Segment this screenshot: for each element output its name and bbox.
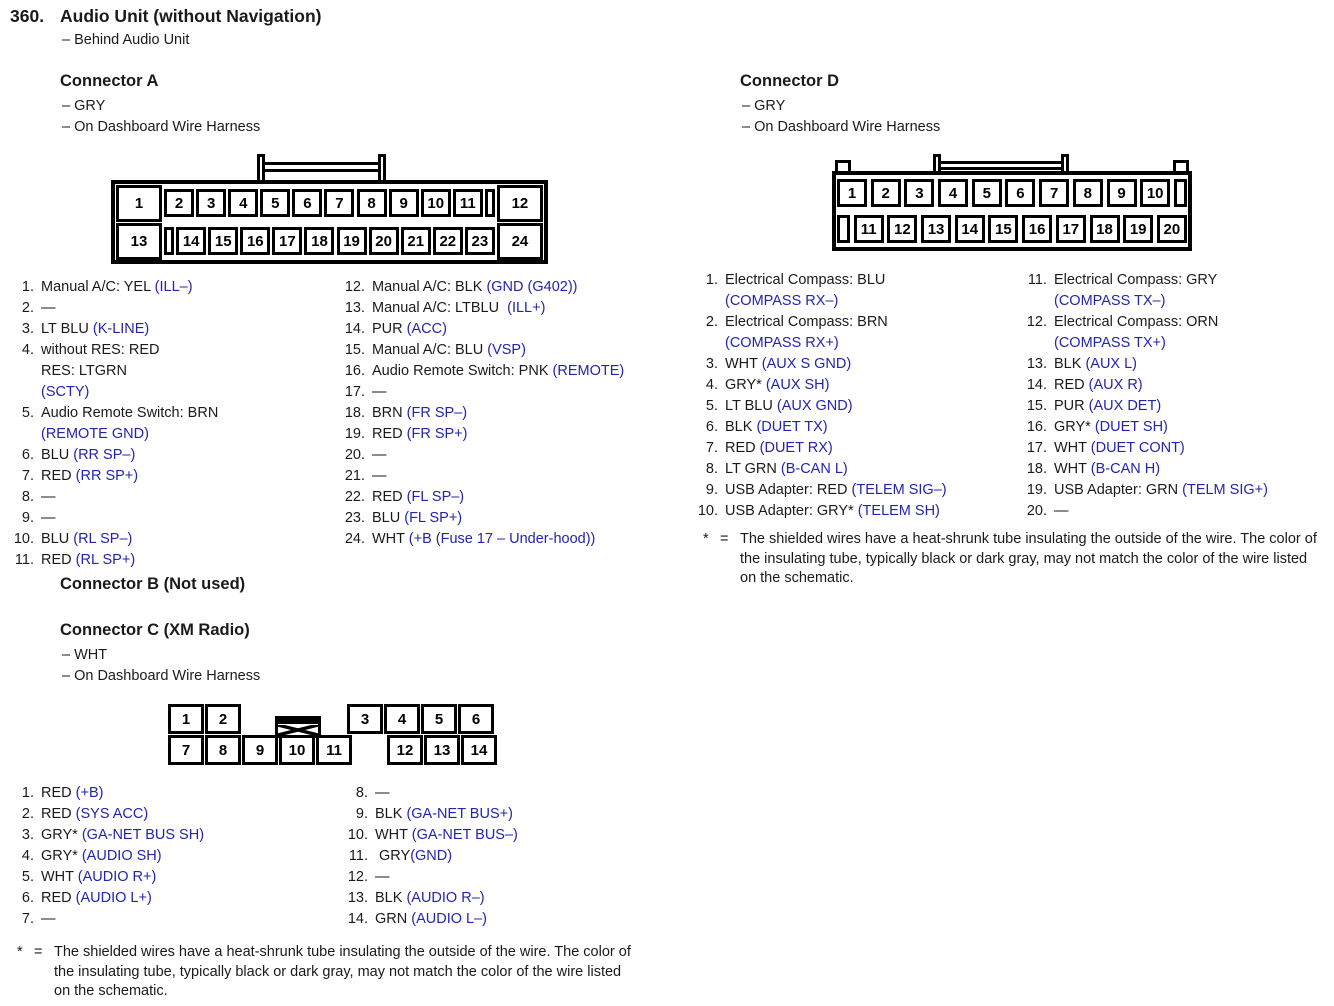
- pin-entry-line: 1. Manual A/C: YEL (ILL–): [21, 279, 193, 295]
- page-title: Audio Unit (without Navigation): [60, 6, 322, 26]
- pin-entry-line: 8. —: [21, 489, 56, 505]
- diagram-pin-cell: 15: [988, 215, 1018, 243]
- footnote-asterisk: *: [703, 531, 709, 547]
- connector-c-pins-1-7: [8, 783, 333, 930]
- diagram-pin-cell: 11: [453, 189, 483, 217]
- pin-entry-line: 12. Manual A/C: BLK (GND (G402)): [344, 279, 578, 295]
- diagram-pin-cell: 14: [461, 735, 497, 765]
- connector-a-color-note: – GRY: [62, 98, 106, 114]
- diagram-pin-cell: 11: [316, 735, 352, 765]
- pin-entry-line: 17. WHT (DUET CONT): [1026, 440, 1185, 456]
- diagram-pin-row: [168, 735, 498, 765]
- diagram-pin-cell: 8: [205, 735, 241, 765]
- diagram-pin-cell: 10: [279, 735, 315, 765]
- diagram-pin-cell: 13: [424, 735, 460, 765]
- connector-c-footnote: [14, 943, 654, 1002]
- pin-entry-line: 20. —: [1026, 503, 1069, 519]
- pin-entry-line: RES: LTGRN: [41, 363, 127, 379]
- connector-c-title: Connector C (XM Radio): [60, 621, 250, 639]
- diagram-pin-cell: 17: [1056, 215, 1086, 243]
- pin-entry-line: 11. RED (RL SP+): [14, 552, 136, 568]
- pin-entry-line: 13. BLK (AUX L): [1026, 356, 1138, 372]
- pin-entry-line: 11. Electrical Compass: GRY: [1027, 272, 1218, 288]
- pin-entry-line: 10. WHT (GA-NET BUS–): [347, 827, 518, 843]
- diagram-pin-cell: 16: [240, 227, 270, 255]
- connector-d-body: [832, 171, 1192, 251]
- pin-entry-line: 18. WHT (B-CAN H): [1026, 461, 1161, 477]
- pin-entry-line: 7. RED (DUET RX): [705, 440, 833, 456]
- diagram-blank-cell: [485, 189, 495, 217]
- pin-entry-line: 10. USB Adapter: GRY* (TELEM SH): [697, 503, 940, 519]
- diagram-pin-cell: 19: [337, 227, 367, 255]
- pin-entry-line: 14. GRN (AUDIO L–): [347, 911, 487, 927]
- connector-d-title: Connector D: [740, 72, 839, 90]
- diagram-pin-cell: 19: [1123, 215, 1153, 243]
- pin-entry-line: 4. GRY* (AUDIO SH): [21, 848, 162, 864]
- pin-entry-line: 2. Electrical Compass: BRN: [705, 314, 888, 330]
- pin-entry-line: 13. BLK (AUDIO R–): [347, 890, 485, 906]
- connector-c-harness-note: – On Dashboard Wire Harness: [62, 668, 261, 684]
- connector-c-body: [168, 704, 498, 765]
- diagram-pin-cell: 6: [292, 189, 322, 217]
- pin-entry-line: 1. RED (+B): [21, 785, 104, 801]
- pin-entry-line: 15. PUR (AUX DET): [1026, 398, 1162, 414]
- connector-a-pins-1-11: [8, 277, 333, 571]
- footnote-equals: =: [34, 944, 43, 960]
- pin-entry-line: 18. BRN (FR SP–): [344, 405, 468, 421]
- diagram-pin-row: [168, 704, 498, 734]
- diagram-pin-cell: 6: [1005, 179, 1035, 207]
- pin-entry-line: 5. WHT (AUDIO R+): [21, 869, 157, 885]
- connector-a-latch-icon: [260, 162, 386, 172]
- connector-d-latch-icon: [936, 161, 1069, 170]
- diagram-pin-row: [115, 222, 544, 260]
- pin-entry-line: 8. LT GRN (B-CAN L): [705, 461, 848, 477]
- pin-entry-line: 14. RED (AUX R): [1026, 377, 1143, 393]
- pin-entry-line: 7. —: [21, 911, 56, 927]
- pin-entry-line: 3. LT BLU (K-LINE): [21, 321, 150, 337]
- connector-c-diagram: [168, 704, 498, 768]
- diagram-pin-cell: 24: [497, 223, 543, 260]
- connector-a-title: Connector A: [60, 72, 159, 90]
- diagram-pin-cell: 12: [387, 735, 423, 765]
- diagram-pin-cell: 3: [347, 704, 383, 734]
- diagram-pin-row: [836, 211, 1188, 247]
- diagram-pin-cell: 2: [164, 189, 194, 217]
- connector-a-harness-note: – On Dashboard Wire Harness: [62, 119, 261, 135]
- diagram-pin-cell: 9: [389, 189, 419, 217]
- diagram-pin-cell: 3: [196, 189, 226, 217]
- pin-entry-line: 20. —: [344, 447, 387, 463]
- diagram-pin-cell: 12: [887, 215, 917, 243]
- connector-d-pins-1-10: [692, 270, 1017, 522]
- diagram-pin-cell: 1: [168, 704, 204, 734]
- pin-entry-line: 8. —: [355, 785, 390, 801]
- diagram-pin-cell: 2: [871, 179, 901, 207]
- diagram-pin-cell: 4: [228, 189, 258, 217]
- pin-entry-line: 17. —: [344, 384, 387, 400]
- pin-entry-line: (COMPASS RX–): [725, 293, 839, 309]
- diagram-pin-cell: 10: [421, 189, 451, 217]
- diagram-blank-cell: [164, 227, 174, 255]
- connector-c-pins-8-14: [342, 783, 662, 930]
- pin-entry-line: 9. USB Adapter: RED (TELEM SIG–): [705, 482, 947, 498]
- diagram-pin-cell: 2: [205, 704, 241, 734]
- connector-c-key-icon: [275, 716, 321, 738]
- diagram-blank-cell: [837, 215, 850, 243]
- connector-a-latch-post-left: [257, 154, 265, 183]
- diagram-pin-cell: 7: [168, 735, 204, 765]
- footnote-text: The shielded wires have a heat-shrunk tube insulating the outside of the wire. The color of the insulating tube, typically black or dark gray, may not match the color of the wire listed on the schematic.: [54, 944, 631, 999]
- pin-entry-line: 7. RED (RR SP+): [21, 468, 139, 484]
- pin-entry-line: 16. Audio Remote Switch: PNK (REMOTE): [344, 363, 625, 379]
- connector-c-key-x: [278, 725, 318, 735]
- pin-entry-line: 2. —: [21, 300, 56, 316]
- pin-entry-line: 19. USB Adapter: GRN (TELM SIG+): [1026, 482, 1268, 498]
- diagram-pin-cell: 18: [304, 227, 334, 255]
- diagram-pin-cell: 3: [904, 179, 934, 207]
- pin-entry-line: 19. RED (FR SP+): [344, 426, 468, 442]
- pin-entry-line: 21. —: [344, 468, 387, 484]
- diagram-pin-cell: 15: [208, 227, 238, 255]
- diagram-pin-cell: 8: [1073, 179, 1103, 207]
- pin-entry-line: 22. RED (FL SP–): [344, 489, 465, 505]
- footnote-text: The shielded wires have a heat-shrunk tube insulating the outside of the wire. The color of the insulating tube, typically black or dark gray, may not match the color of the wire listed on the schematic.: [740, 531, 1317, 586]
- diagram-pin-cell: 5: [421, 704, 457, 734]
- footnote-equals: =: [720, 531, 729, 547]
- diagram-pin-cell: 6: [458, 704, 494, 734]
- diagram-pin-cell: 1: [837, 179, 867, 207]
- connector-d-footnote: [700, 530, 1332, 589]
- diagram-pin-cell: 18: [1090, 215, 1120, 243]
- pin-entry-line: 14. PUR (ACC): [344, 321, 447, 337]
- diagram-pin-cell: 1: [116, 185, 162, 222]
- diagram-pin-cell: 5: [972, 179, 1002, 207]
- pin-entry-line: 3. GRY* (GA-NET BUS SH): [21, 827, 205, 843]
- diagram-pin-cell: 9: [242, 735, 278, 765]
- diagram-pin-cell: 16: [1022, 215, 1052, 243]
- connector-c-color-note: – WHT: [62, 647, 108, 663]
- diagram-pin-cell: 21: [401, 227, 431, 255]
- connector-d-diagram: [832, 150, 1192, 253]
- pin-entry-line: 12. Electrical Compass: ORN: [1026, 314, 1219, 330]
- connector-d-color-note: – GRY: [742, 98, 786, 114]
- connector-c-key-bar: [278, 719, 318, 724]
- pin-entry-line: (REMOTE GND): [41, 426, 149, 442]
- pin-entry-line: (COMPASS RX+): [725, 335, 839, 351]
- pin-entry-line: 11. GRY(GND): [348, 848, 453, 864]
- diagram-pin-cell: 20: [1157, 215, 1187, 243]
- section-number: 360.: [10, 6, 45, 26]
- connector-d-pins-11-20: [1021, 270, 1333, 522]
- diagram-blank-cell: [1174, 179, 1187, 207]
- pin-entry-line: 13. Manual A/C: LTBLU (ILL+): [344, 300, 546, 316]
- pin-entry-line: 9. BLK (GA-NET BUS+): [355, 806, 513, 822]
- diagram-pin-cell: 20: [369, 227, 399, 255]
- diagram-pin-cell: 4: [938, 179, 968, 207]
- pin-entry-line: 3. WHT (AUX S GND): [705, 356, 852, 372]
- pin-entry-line: 12. —: [347, 869, 390, 885]
- diagram-pin-cell: 13: [921, 215, 951, 243]
- connector-a-body: [111, 180, 548, 264]
- pin-entry-line: 23. BLU (FL SP+): [344, 510, 463, 526]
- diagram-pin-cell: 10: [1140, 179, 1170, 207]
- diagram-pin-cell: 17: [272, 227, 302, 255]
- diagram-pin-cell: 22: [433, 227, 463, 255]
- diagram-pin-cell: 4: [384, 704, 420, 734]
- pin-entry-line: 5. Audio Remote Switch: BRN: [21, 405, 219, 421]
- diagram-pin-cell: 11: [854, 215, 884, 243]
- pin-entry-line: 9. —: [21, 510, 56, 526]
- pin-entry-line: 6. BLU (RR SP–): [21, 447, 136, 463]
- pin-entry-line: 2. RED (SYS ACC): [21, 806, 149, 822]
- connector-d-harness-note: – On Dashboard Wire Harness: [742, 119, 941, 135]
- connector-b-title: Connector B (Not used): [60, 575, 246, 593]
- diagram-pin-cell: 8: [357, 189, 387, 217]
- diagram-pin-cell: 9: [1107, 179, 1137, 207]
- pin-entry-line: 4. GRY* (AUX SH): [705, 377, 830, 393]
- diagram-pin-row: [115, 184, 544, 222]
- diagram-pin-row: [836, 175, 1188, 211]
- diagram-pin-cell: 14: [955, 215, 985, 243]
- diagram-pin-cell: 23: [465, 227, 495, 255]
- pin-entry-line: (COMPASS TX+): [1054, 335, 1166, 351]
- diagram-pin-cell: 5: [260, 189, 290, 217]
- pin-entry-line: 15. Manual A/C: BLU (VSP): [344, 342, 526, 358]
- pin-entry-line: 5. LT BLU (AUX GND): [705, 398, 853, 414]
- pin-entry-line: 6. RED (AUDIO L+): [21, 890, 152, 906]
- diagram-pin-cell: 13: [116, 223, 162, 260]
- pin-entry-line: (SCTY): [41, 384, 90, 400]
- pin-entry-line: 6. BLK (DUET TX): [705, 419, 828, 435]
- diagram-pin-cell: 12: [497, 185, 543, 222]
- footnote-asterisk: *: [17, 944, 23, 960]
- diagram-pin-cell: 7: [1039, 179, 1069, 207]
- connector-a-diagram: [111, 153, 548, 265]
- pin-entry-line: 10. BLU (RL SP–): [13, 531, 133, 547]
- pin-entry-line: 1. Electrical Compass: BLU: [705, 272, 886, 288]
- pin-entry-line: (COMPASS TX–): [1054, 293, 1166, 309]
- diagram-pin-cell: 14: [176, 227, 206, 255]
- pin-entry-line: 24. WHT (+B (Fuse 17 – Under-hood)): [344, 531, 596, 547]
- connector-a-pins-12-24: [339, 277, 659, 550]
- pin-entry-line: 16. GRY* (DUET SH): [1026, 419, 1168, 435]
- connector-a-latch-post-right: [378, 154, 386, 183]
- diagram-pin-cell: 7: [324, 189, 354, 217]
- pin-entry-line: 4. without RES: RED: [21, 342, 160, 358]
- page-subtitle: – Behind Audio Unit: [62, 32, 190, 48]
